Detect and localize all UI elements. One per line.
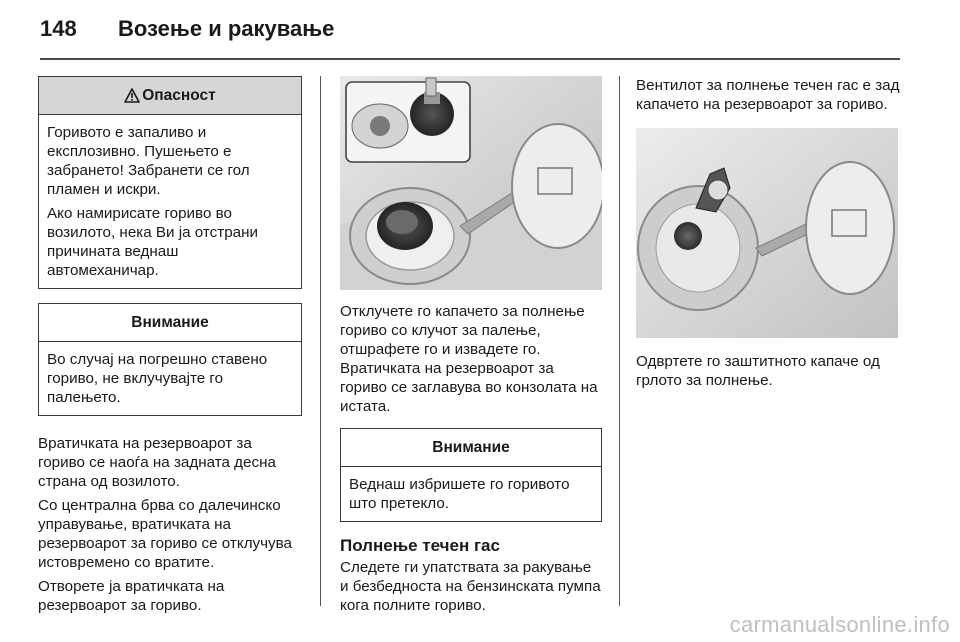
col2-paragraph: Отклучете го капачето за полнење гориво со клучот за палење, отшрафете го и извадете го. Вратичката на резервоарот за гориво се заглавува во конзолата на истата. <box>340 303 598 415</box>
col3-paragraph-bottom: Одвртете го заштитното капаче од грлото за полнење. <box>636 353 880 389</box>
column-3 <box>636 76 902 395</box>
column-divider-2 <box>619 76 620 606</box>
lpg-valve-illustration <box>636 128 898 338</box>
danger-box <box>38 76 302 289</box>
danger-box-title: Опасност <box>142 87 216 104</box>
danger-box-header <box>39 77 301 115</box>
caution-box-2-text: Веднаш избришете го горивото што претекло. <box>349 476 570 512</box>
caution-box-2 <box>340 428 602 522</box>
fuel-cap-drawing <box>340 76 602 290</box>
section-text-lpg: Следете ги упатствата за ракување и безбедноста на бензинската пумпа кога полните гориво. <box>340 559 601 614</box>
caution-box-2-header: Внимание <box>341 429 601 467</box>
page-header <box>40 16 920 60</box>
column-1 <box>38 76 302 620</box>
col1-paragraph-2: Со централна брва со далечинско управување, вратичката на резервоарот за гориво се отклучува истовремено со вратите. <box>38 497 292 571</box>
danger-paragraph-2: Ако намирисате гориво во возилото, нека Ви ја отстрани причината веднаш автомеханичар. <box>47 205 259 279</box>
column-2 <box>340 76 602 620</box>
warning-triangle-icon <box>124 88 140 103</box>
caution-box-1-body <box>39 342 301 415</box>
col1-paragraph-3: Отворете ја вратичката на резервоарот за гориво. <box>38 578 225 614</box>
column-divider-1 <box>320 76 321 606</box>
caution-box-1-text: Во случај на погрешно ставено гориво, не вклучувајте го палењето. <box>47 351 268 406</box>
watermark: carmanualsonline.info <box>729 612 950 637</box>
caution-box-1 <box>38 303 302 416</box>
caution-box-2-body <box>341 467 601 521</box>
header-rule <box>40 58 900 60</box>
col3-paragraph-top: Вентилот за полнење течен гас е зад капачето на резервоарот за гориво. <box>636 77 900 113</box>
caution-box-1-header: Внимание <box>39 304 301 342</box>
lpg-valve-drawing <box>636 128 898 338</box>
page-number: 148 <box>40 16 77 41</box>
danger-box-body <box>39 115 301 288</box>
chapter-title: Возење и ракување <box>118 16 335 41</box>
danger-paragraph-1: Горивото е запаливо и експлозивно. Пушењето е забрането! Забранети се гол пламен и искри. <box>47 124 250 198</box>
fuel-cap-illustration <box>340 76 602 290</box>
col1-paragraph-1: Вратичката на резервоарот за гориво се наоѓа на задната десна страна од возилото. <box>38 435 276 490</box>
section-title-lpg: Полнење течен гас <box>340 536 500 555</box>
